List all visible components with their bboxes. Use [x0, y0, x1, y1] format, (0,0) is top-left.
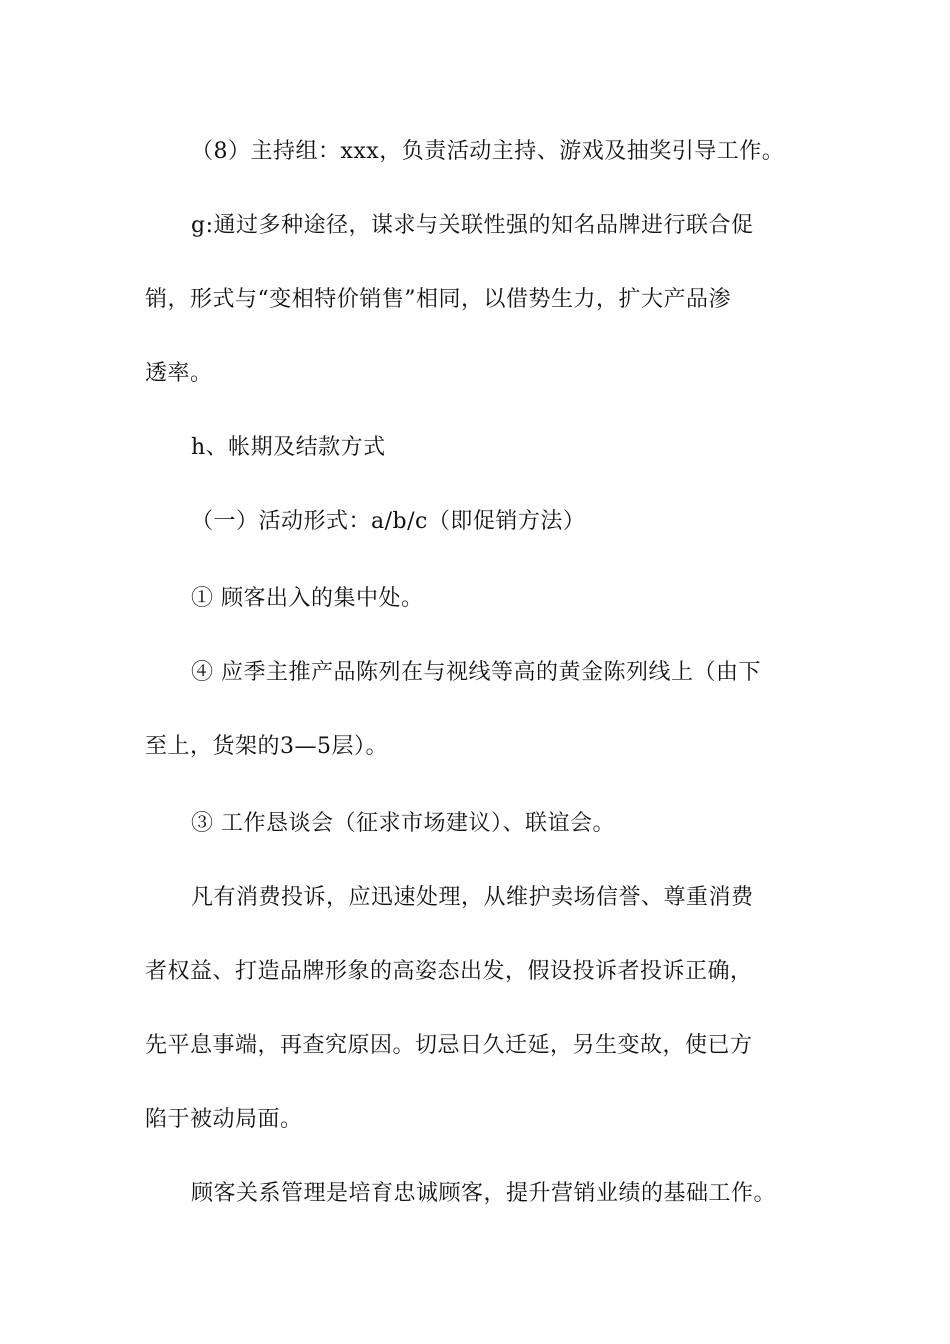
- paragraph-line-item-4-2: 至上，货架的3—5层）。: [145, 734, 388, 759]
- paragraph-line-payment-terms: h、帐期及结款方式: [191, 435, 386, 460]
- paragraph-line-crm: 顾客关系管理是培育忠诚顾客，提升营销业绩的基础工作。: [191, 1181, 777, 1206]
- paragraph-line-item-1: ① 顾客出入的集中处。: [191, 586, 424, 611]
- paragraph-line-item-3: ③ 工作恳谈会（征求市场建议）、联谊会。: [191, 811, 615, 836]
- paragraph-line-complaint-3: 先平息事端，再查究原因。切忌日久迁延，另生变故，使已方: [145, 1033, 753, 1058]
- paragraph-line-item-4-1: ④ 应季主推产品陈列在与视线等高的黄金陈列线上（由下: [191, 660, 761, 685]
- paragraph-line-complaint-4: 陷于被动局面。: [145, 1107, 303, 1132]
- paragraph-line-complaint-1: 凡有消费投诉，应迅速处理，从维护卖场信誉、尊重消费: [191, 885, 754, 910]
- paragraph-line-joint-promotion-2: 销，形式与“变相特价销售”相同，以借势生力，扩大产品渗: [145, 287, 731, 312]
- paragraph-line-joint-promotion-3: 透率。: [145, 361, 213, 386]
- paragraph-line-host-group: （8）主持组：xxx，负责活动主持、游戏及抽奖引导工作。: [191, 139, 785, 164]
- paragraph-line-joint-promotion-1: g:通过多种途径，谋求与关联性强的知名品牌进行联合促: [191, 213, 754, 238]
- paragraph-line-complaint-2: 者权益、打造品牌形象的高姿态出发，假设投诉者投诉正确，: [145, 959, 753, 984]
- paragraph-line-activity-form: （一）活动形式：a/b/c（即促销方法）: [191, 509, 586, 534]
